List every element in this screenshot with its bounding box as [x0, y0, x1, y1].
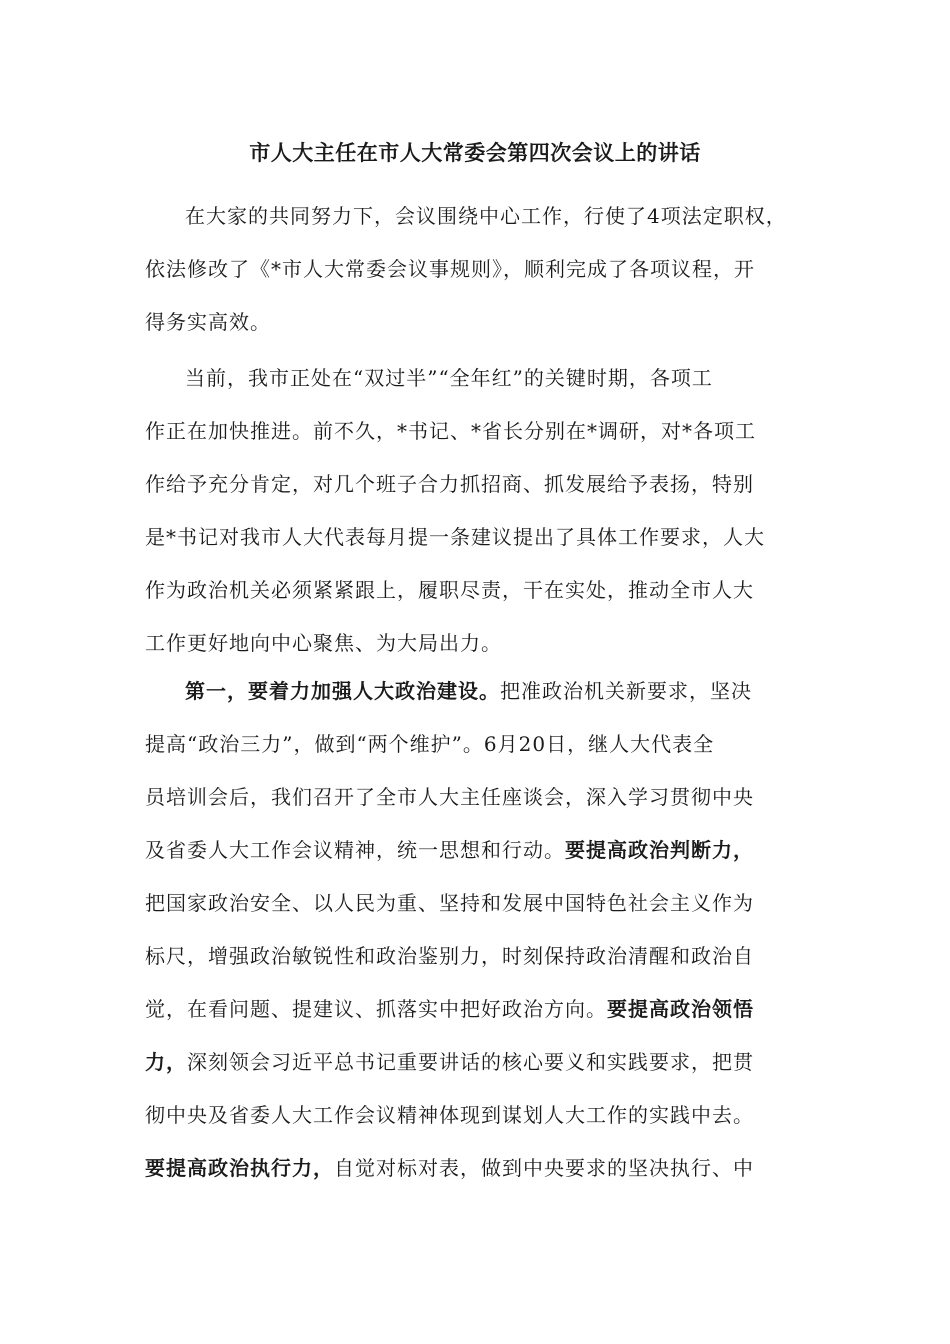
paragraph-line: 工作更好地向中心聚焦、为大局出力。 [145, 631, 502, 655]
bold-heading: 要提高政治执行力， [145, 1156, 334, 1180]
paragraph-line: 作为政治机关必须紧紧跟上，履职尽责，干在实处，推动全市人大 [145, 578, 754, 602]
bold-heading: 要提高政治领悟 [607, 997, 754, 1021]
text-run: 自觉对标对表，做到中央要求的坚决执行、中 [334, 1156, 754, 1180]
paragraph-line: 依法修改了《*市人大常委会议事规则》，顺利完成了各项议程，开 [145, 257, 755, 281]
paragraph-line: 作正在加快推进。前不久，*书记、*省长分别在*调研，对*各项工 [145, 419, 756, 443]
paragraph-line [145, 983, 810, 1036]
text-run: 及省委人大工作会议精神，统一思想和行动。 [145, 838, 565, 862]
document-title: 市人大主任在市人大常委会第四次会议上的讲话 [249, 140, 701, 165]
paragraph-line: 彻中央及省委人大工作会议精神体现到谋划人大工作的实践中去。 [145, 1103, 754, 1127]
paragraph-line [145, 1036, 810, 1089]
paragraph-line [145, 665, 810, 718]
text-run: 把准政治机关新要求，坚决 [500, 679, 752, 703]
paragraph-line: 是*书记对我市人大代表每月提一条建议提出了具体工作要求，人大 [145, 525, 765, 549]
paragraph-line: 作给予充分肯定，对几个班子合力抓招商、抓发展给予表扬，特别 [145, 472, 754, 496]
paragraph-2 [145, 352, 810, 670]
bold-heading: 要提高政治判断力， [565, 838, 754, 862]
bold-heading: 第一，要着力加强人大政治建设。 [185, 679, 500, 703]
paragraph-line [145, 824, 810, 877]
paragraph-line: 标尺，增强政治敏锐性和政治鉴别力，时刻保持政治清醒和政治自 [145, 944, 754, 968]
text-run: 深刻领会习近平总书记重要讲话的核心要义和实践要求，把贯 [187, 1050, 754, 1074]
paragraph-1 [145, 190, 810, 349]
paragraph-line: 员培训会后，我们召开了全市人大主任座谈会，深入学习贯彻中央 [145, 785, 754, 809]
paragraph-3 [145, 665, 810, 1195]
paragraph-line: 在大家的共同努力下，会议围绕中心工作，行使了4项法定职权， [185, 204, 787, 228]
paragraph-line [145, 1142, 810, 1195]
paragraph-line: 把国家政治安全、以人民为重、坚持和发展中国特色社会主义作为 [145, 891, 754, 915]
paragraph-line: 提高“政治三力”，做到“两个维护”。6月20日，继人大代表全 [145, 732, 715, 756]
bold-heading: 力， [145, 1050, 187, 1074]
paragraph-line: 当前，我市正处在“双过半”“全年红”的关键时期，各项工 [185, 366, 713, 390]
paragraph-line: 得务实高效。 [145, 310, 271, 334]
text-run: 觉，在看问题、提建议、抓落实中把好政治方向。 [145, 997, 607, 1021]
